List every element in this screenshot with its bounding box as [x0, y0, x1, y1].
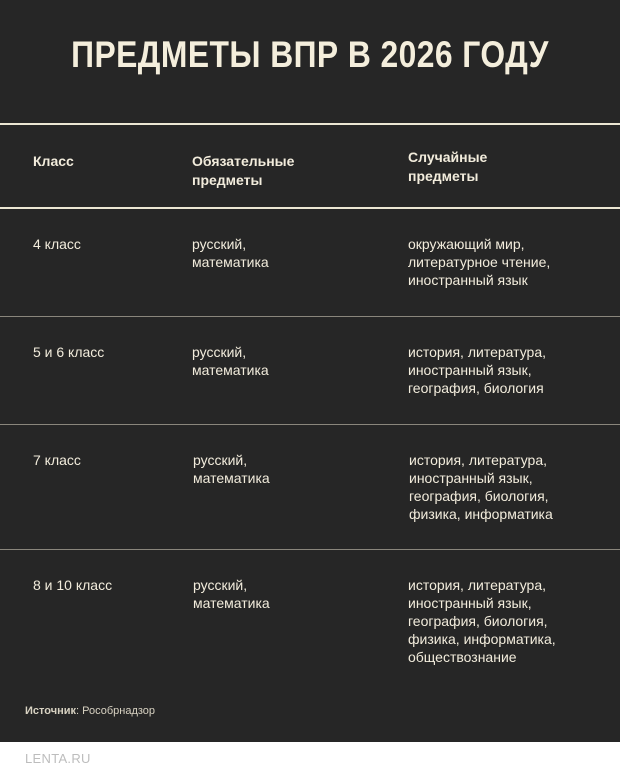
header-random: [408, 148, 487, 186]
grade-label: 7 класс: [33, 452, 81, 468]
footer-bar: [0, 742, 620, 775]
table-row-random: [408, 235, 550, 289]
row-divider: [0, 316, 620, 317]
row-divider: [0, 424, 620, 425]
subject-line: математика: [192, 254, 269, 270]
subject-line: литературное чтение,: [408, 254, 551, 270]
header-mandatory-line: Обязательные: [192, 153, 295, 169]
subject-line: география, биология,: [408, 613, 548, 629]
header-mandatory-line: предметы: [192, 172, 263, 188]
table-row-grade: [33, 343, 104, 361]
header-random-line: предметы: [408, 168, 479, 184]
subject-line: иностранный язык,: [408, 595, 532, 611]
grade-label: 5 и 6 класс: [33, 344, 105, 360]
grade-label: 4 класс: [33, 236, 81, 252]
subject-line: окружающий мир,: [408, 236, 525, 252]
site-logo[interactable]: LENTA.RU: [25, 751, 91, 766]
subject-line: математика: [193, 470, 270, 486]
header-grade: [33, 152, 74, 171]
table-row-mandatory: [193, 451, 270, 487]
subject-line: иностранный язык,: [408, 362, 532, 378]
subject-line: русский,: [193, 577, 248, 593]
table-row-mandatory: [193, 576, 270, 612]
table-row-grade: [33, 576, 112, 594]
header-random-line: Случайные: [408, 149, 488, 165]
table-row-mandatory: [192, 235, 269, 271]
table-top-rule: [0, 123, 620, 125]
subject-line: математика: [193, 595, 270, 611]
table-row-mandatory: [192, 343, 269, 379]
subject-line: русский,: [193, 452, 248, 468]
subject-line: география, биология,: [409, 488, 549, 504]
subject-line: физика, информатика,: [408, 631, 556, 647]
header-mandatory: [192, 152, 294, 190]
header-grade-label: Класс: [33, 153, 74, 169]
table-row-grade: [33, 451, 81, 469]
subject-line: иностранный язык,: [409, 470, 533, 486]
table-row-random: [409, 451, 553, 523]
row-divider: [0, 549, 620, 550]
grade-label: 8 и 10 класс: [33, 577, 113, 593]
subject-line: русский,: [192, 344, 247, 360]
page-title: ПРЕДМЕТЫ ВПР В 2026 ГОДУ: [71, 34, 549, 75]
source-label: Источник: [25, 705, 77, 717]
subject-line: обществознание: [408, 649, 517, 665]
source-note: Источник: Рособрнадзор: [25, 705, 156, 717]
subject-line: иностранный язык: [408, 272, 528, 288]
subject-line: математика: [192, 362, 269, 378]
subject-line: физика, информатика: [409, 506, 553, 522]
source-value: Рособрнадзор: [82, 705, 156, 717]
subject-line: история, литература,: [408, 344, 546, 360]
subject-line: русский,: [192, 236, 247, 252]
subject-line: география, биология: [408, 380, 544, 396]
subject-line: история, литература,: [409, 452, 547, 468]
subject-line: история, литература,: [408, 577, 546, 593]
table-row-random: [408, 576, 556, 666]
table-row-grade: [33, 235, 81, 253]
table-row-random: [408, 343, 546, 397]
header-bottom-rule: [0, 207, 620, 209]
